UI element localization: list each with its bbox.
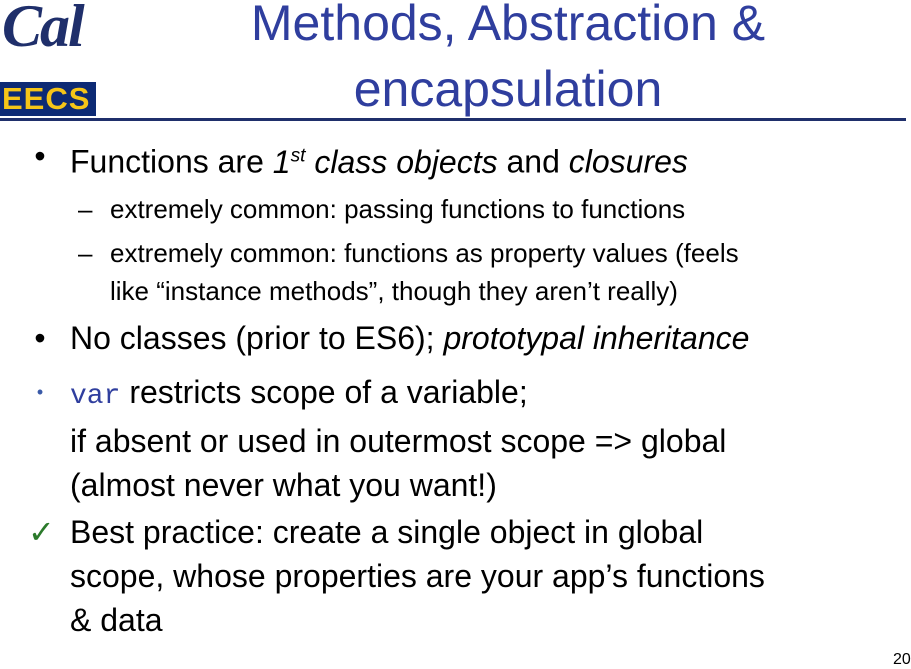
page-number: 20 xyxy=(893,651,911,668)
italic-text: closures xyxy=(568,143,688,180)
slide-title-line2: encapsulation xyxy=(353,61,663,117)
bullet-text: restricts scope of a variable; xyxy=(120,374,528,410)
dash-marker: – xyxy=(78,194,93,224)
bullet-text-line3: (almost never what you want!) xyxy=(70,467,497,503)
code-keyword: var xyxy=(70,381,121,412)
sub-bullet-passing-functions xyxy=(78,190,870,228)
bullet-text: No classes (prior to ES6); xyxy=(70,320,444,356)
italic-text: prototypal inheritance xyxy=(443,320,750,356)
bullet-text: and xyxy=(497,143,569,180)
checkmark-icon: ✓ xyxy=(28,514,55,550)
cal-logo-text: Cal xyxy=(2,0,83,59)
sub-bullet-text: extremely common: passing functions to functions xyxy=(110,194,686,224)
bullet-marker: • xyxy=(34,138,46,174)
bullet-functions xyxy=(34,134,890,184)
bullet-text-line1: Best practice: create a single object in global xyxy=(70,514,704,550)
eecs-logo-bar: EECS xyxy=(0,82,96,116)
sub-bullet-text-line2: like “instance methods”, though they aren’t really) xyxy=(110,276,678,306)
ordinal-number: 1 xyxy=(272,143,291,180)
bullet-text-line3: & data xyxy=(70,602,163,638)
italic-text: class objects xyxy=(305,143,498,180)
title-divider xyxy=(0,118,906,121)
bullet-text-line2: scope, whose properties are your app’s functions xyxy=(70,558,765,594)
sub-bullet-property-values xyxy=(78,234,870,310)
bullet-no-classes xyxy=(34,316,890,360)
bullet-var-scope xyxy=(36,370,890,507)
slide-title-line1: Methods, Abstraction & xyxy=(250,0,766,51)
bullet-best-practice xyxy=(28,510,890,642)
bullet-text-line2: if absent or used in outermost scope => global xyxy=(70,423,727,459)
ordinal-suffix: st xyxy=(290,145,306,166)
bullet-text: Functions are xyxy=(70,143,273,180)
bullet-marker: • xyxy=(36,382,44,402)
dash-marker: – xyxy=(78,238,93,268)
cal-eecs-logo xyxy=(0,0,104,118)
bullet-marker: • xyxy=(34,320,46,356)
sub-bullet-text-line1: extremely common: functions as property values (feels xyxy=(110,238,739,268)
slide-title xyxy=(110,0,906,122)
